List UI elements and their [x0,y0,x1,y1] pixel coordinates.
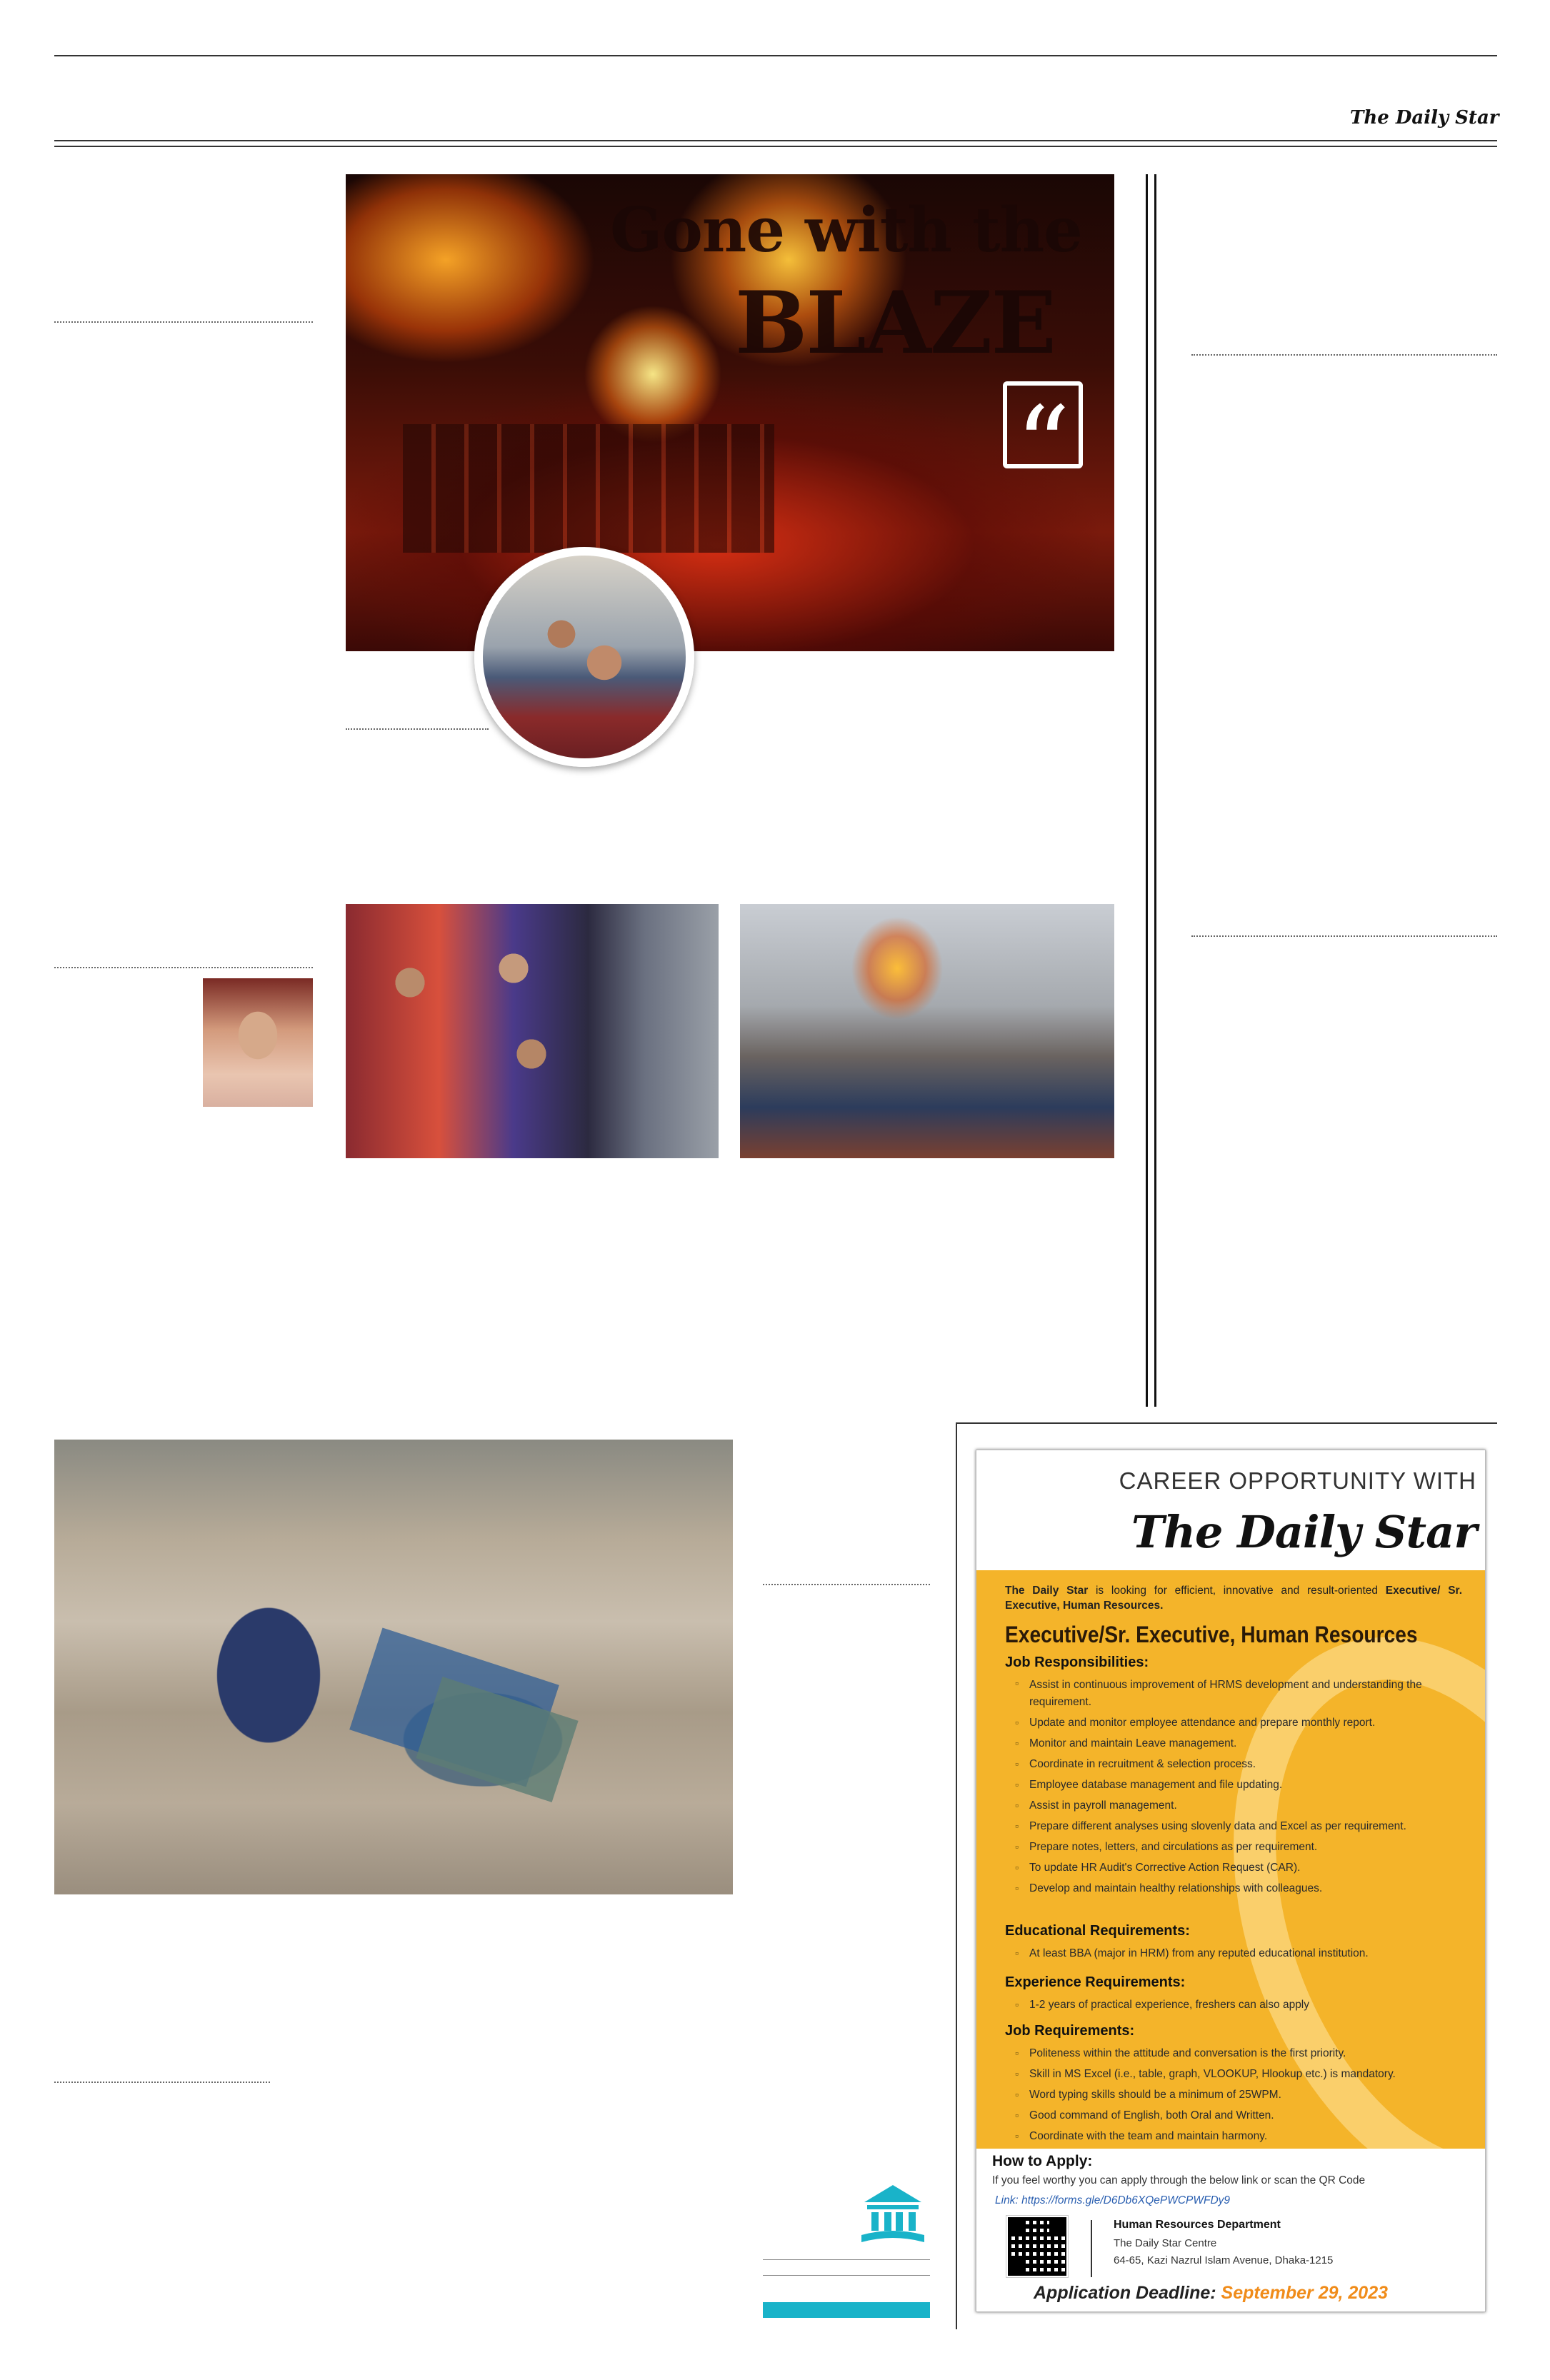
list-item: ▫ Good command of English, both Oral and Written. [1015,2105,1472,2126]
list-item: ▫ Update and monitor employee attendance and prepare monthly report. [1015,1712,1472,1733]
list-item: ▫ Skill in MS Excel (i.e., table, graph, VLOOKUP, Hlookup etc.) is mandatory. [1015,2064,1472,2084]
ad-position-title: Executive/Sr. Executive, Human Resources [1005,1622,1418,1647]
left-col-separator-2 [54,967,313,968]
job-requirements-list [1015,2043,1472,2146]
ad-body [976,1570,1485,2149]
hr-department: Human Resources Department [1114,2219,1281,2231]
job-responsibilities-list [1015,1674,1472,1899]
list-item: ▫ Coordinate in recruitment & selection process. [1015,1754,1472,1774]
hero-title-line1: Gone with the [610,194,1082,266]
motorcycle-street-photo [54,1440,733,1894]
burning-shops [403,424,774,553]
list-item: ▫ Coordinate with the team and maintain harmony. [1015,2126,1472,2146]
job-responsibilities-heading: Job Responsibilities: [1005,1655,1149,1670]
hero-fire-photo [346,174,1114,651]
list-item: ▫ At least BBA (major in HRM) from any reputed educational institution. [1015,1943,1472,1964]
top-rule [54,55,1497,56]
logo-rule-1 [763,2259,930,2260]
list-item: ▫ 1-2 years of practical experience, freshers can also apply [1015,1994,1472,2015]
address-line-2: 64-65, Kazi Nazrul Islam Avenue, Dhaka-1215 [1114,2254,1334,2266]
masthead-logo: The Daily Star [1350,107,1499,129]
how-to-apply-text: If you feel worthy you can apply through the below link or scan the QR Code [992,2174,1366,2186]
bottom-left-separator [54,2082,270,2083]
ad-intro: The Daily Star is looking for efficient, innovative and result-oriented Executive/ Sr. Executive, Human Resources. [1005,1585,1463,1612]
list-item: ▫ Assist in payroll management. [1015,1795,1472,1816]
list-item: ▫ Employee database management and file updating. [1015,1774,1472,1795]
qr-code-icon[interactable] [1006,2216,1068,2277]
list-item: ▫ To update HR Audit's Corrective Action Request (CAR). [1015,1857,1472,1878]
ad-footer [976,2149,1485,2311]
header-rule-1 [54,140,1497,141]
list-item: ▫ Politeness within the attitude and conversation is the first priority. [1015,2043,1472,2064]
list-item: ▫ Assist in continuous improvement of HRMS development and understanding the requirement. [1015,1674,1472,1712]
column-divider-left [1146,174,1148,1407]
header-rule-2 [54,146,1497,147]
ad-header [976,1450,1485,1570]
address-line-1: The Daily Star Centre [1114,2237,1217,2249]
grieving-women-photo [346,904,719,1158]
ad-career-heading: CAREER OPPORTUNITY WITH [1119,1467,1476,1494]
center-caption-separator [346,728,489,730]
job-requirements-heading: Job Requirements: [1005,2023,1135,2039]
right-col-separator-1 [1191,354,1497,356]
apply-link[interactable]: Link: https://forms.gle/D6Db6XQePWCPWFDy9 [995,2194,1231,2206]
teal-bar [763,2302,930,2318]
hero-title-line2: BLAZE [735,273,1055,373]
left-col-separator-1 [54,321,313,323]
how-to-apply-heading: How to Apply: [992,2153,1093,2169]
footer-divider [1091,2220,1092,2277]
ad-top-rule [956,1422,1497,1424]
inset-circle-photo [474,547,694,767]
application-deadline: Application Deadline: September 29, 2023 [1034,2283,1389,2303]
educational-list [1015,1943,1472,1964]
list-item: ▫ Monitor and maintain Leave management. [1015,1733,1472,1754]
quote-mark-icon: “ [1003,381,1083,468]
ad-logo: The Daily Star [1131,1506,1476,1558]
right-col-separator-2 [1191,935,1497,937]
experience-list [1015,1994,1472,2015]
list-item: ▫ Prepare notes, letters, and circulations as per requirement. [1015,1837,1472,1857]
list-item: ▫ Word typing skills should be a minimum of 25WPM. [1015,2084,1472,2105]
educational-heading: Educational Requirements: [1005,1923,1190,1939]
library-building-icon [856,2181,930,2249]
bottom-mid-separator [763,1584,930,1585]
career-advertisement [976,1450,1486,2312]
woman-portrait-photo [203,978,313,1107]
experience-heading: Experience Requirements: [1005,1974,1186,1990]
list-item: ▫ Develop and maintain healthy relationships with colleagues. [1015,1878,1472,1899]
logo-rule-2 [763,2275,930,2276]
column-divider-right [1154,174,1156,1407]
rooftop-firefighting-photo [740,904,1114,1158]
ad-left-rule [956,1422,957,2329]
list-item: ▫ Prepare different analyses using slovenly data and Excel as per requirement. [1015,1816,1472,1837]
